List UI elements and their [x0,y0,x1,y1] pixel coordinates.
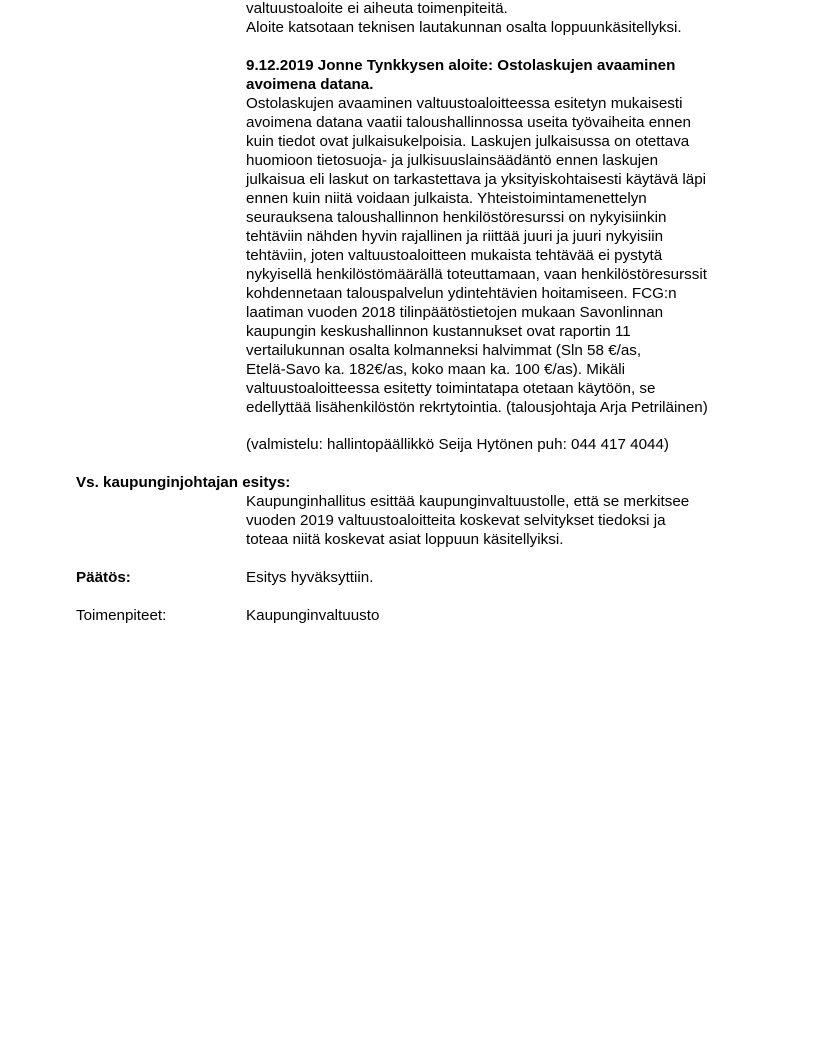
initiative-body-line: edellyttää lisähenkilöstön rekrtytointia. (talousjohtaja Arja Petriläinen) [246,399,708,416]
initiative-body-line: nykyisellä henkilöstömäärällä toteuttamaan, vaan henkilöstöresurssit [246,266,707,283]
proposal-heading: Vs. kaupunginjohtajan esitys: [76,474,291,491]
initiative-body-line: tehtäviin, joten valtuustoaloitteen mukaista tehtävää ei pystytä [246,247,663,264]
initiative-body-line: julkaisua eli laskut on tarkastettava ja yksityiskohtaisesti käytävä läpi [246,171,707,188]
decision-label: Päätös: [76,569,131,586]
initiative-body-line: vertailukunnan osalta kolmanneksi halvimmat (Sln 58 €/as, [246,342,642,359]
initiative-body-line: kaupungin keskushallinnon kustannukset ovat raportin 11 [246,323,631,340]
initiative-body-line: kuin tiedot ovat julkaisukelpoisia. Laskujen julkaisussa on otettava [246,133,690,150]
initiative-body-line: tehtäviin nähden hyvin rajallinen ja riittää juuri ja juuri nykyisiin [246,228,664,245]
initiative-body-line: avoimena datana vaatii taloushallinnossa useita työvaiheita ennen [246,114,691,131]
decision-value: Esitys hyväksyttiin. [246,569,374,586]
preparer-note: (valmistelu: hallintopäällikkö Seija Hytönen puh: 044 417 4044) [246,436,669,453]
intro-line: Aloite katsotaan teknisen lautakunnan osalta loppuunkäsitellyksi. [246,19,682,36]
proposal-line: toteaa niitä koskevat asiat loppuun käsitellyiksi. [246,531,564,548]
actions-label: Toimenpiteet: [76,607,167,624]
proposal-line: vuoden 2019 valtuustoaloitteita koskevat selvitykset tiedoksi ja [246,512,666,529]
initiative-body-line: Etelä-Savo ka. 182€/as, koko maan ka. 100 €/as). Mikäli [246,361,626,378]
initiative-body-line: valtuustoaloitteessa esitetty toimintatapa otetaan käytöön, se [246,380,656,397]
initiative-body-line: seurauksena taloushallinnon henkilöstöresurssi on nykyisiinkin [246,209,667,226]
initiative-heading: 9.12.2019 Jonne Tynkkysen aloite: Ostolaskujen avaaminen [246,57,676,74]
initiative-body-line: Ostolaskujen avaaminen valtuustoaloitteessa esitetyn mukaisesti [246,95,683,112]
actions-value: Kaupunginvaltuusto [246,607,380,624]
initiative-heading: avoimena datana. [246,76,374,93]
initiative-body-line: kohdennetaan talouspalvelun ydintehtävien hoitamiseen. FCG:n [246,285,677,302]
proposal-line: Kaupunginhallitus esittää kaupunginvaltuustolle, että se merkitsee [246,493,690,510]
intro-line: valtuustoaloite ei aiheuta toimenpiteitä. [246,0,508,17]
initiative-body-line: huomioon tietosuoja- ja julkisuuslainsäädäntö ennen laskujen [246,152,659,169]
initiative-body-line: laatiman vuoden 2018 tilinpäätöstietojen mukaan Savonlinnan [246,304,664,321]
initiative-body-line: ennen kuin niitä voidaan julkaista. Yhteistoimintamenettelyn [246,190,647,207]
